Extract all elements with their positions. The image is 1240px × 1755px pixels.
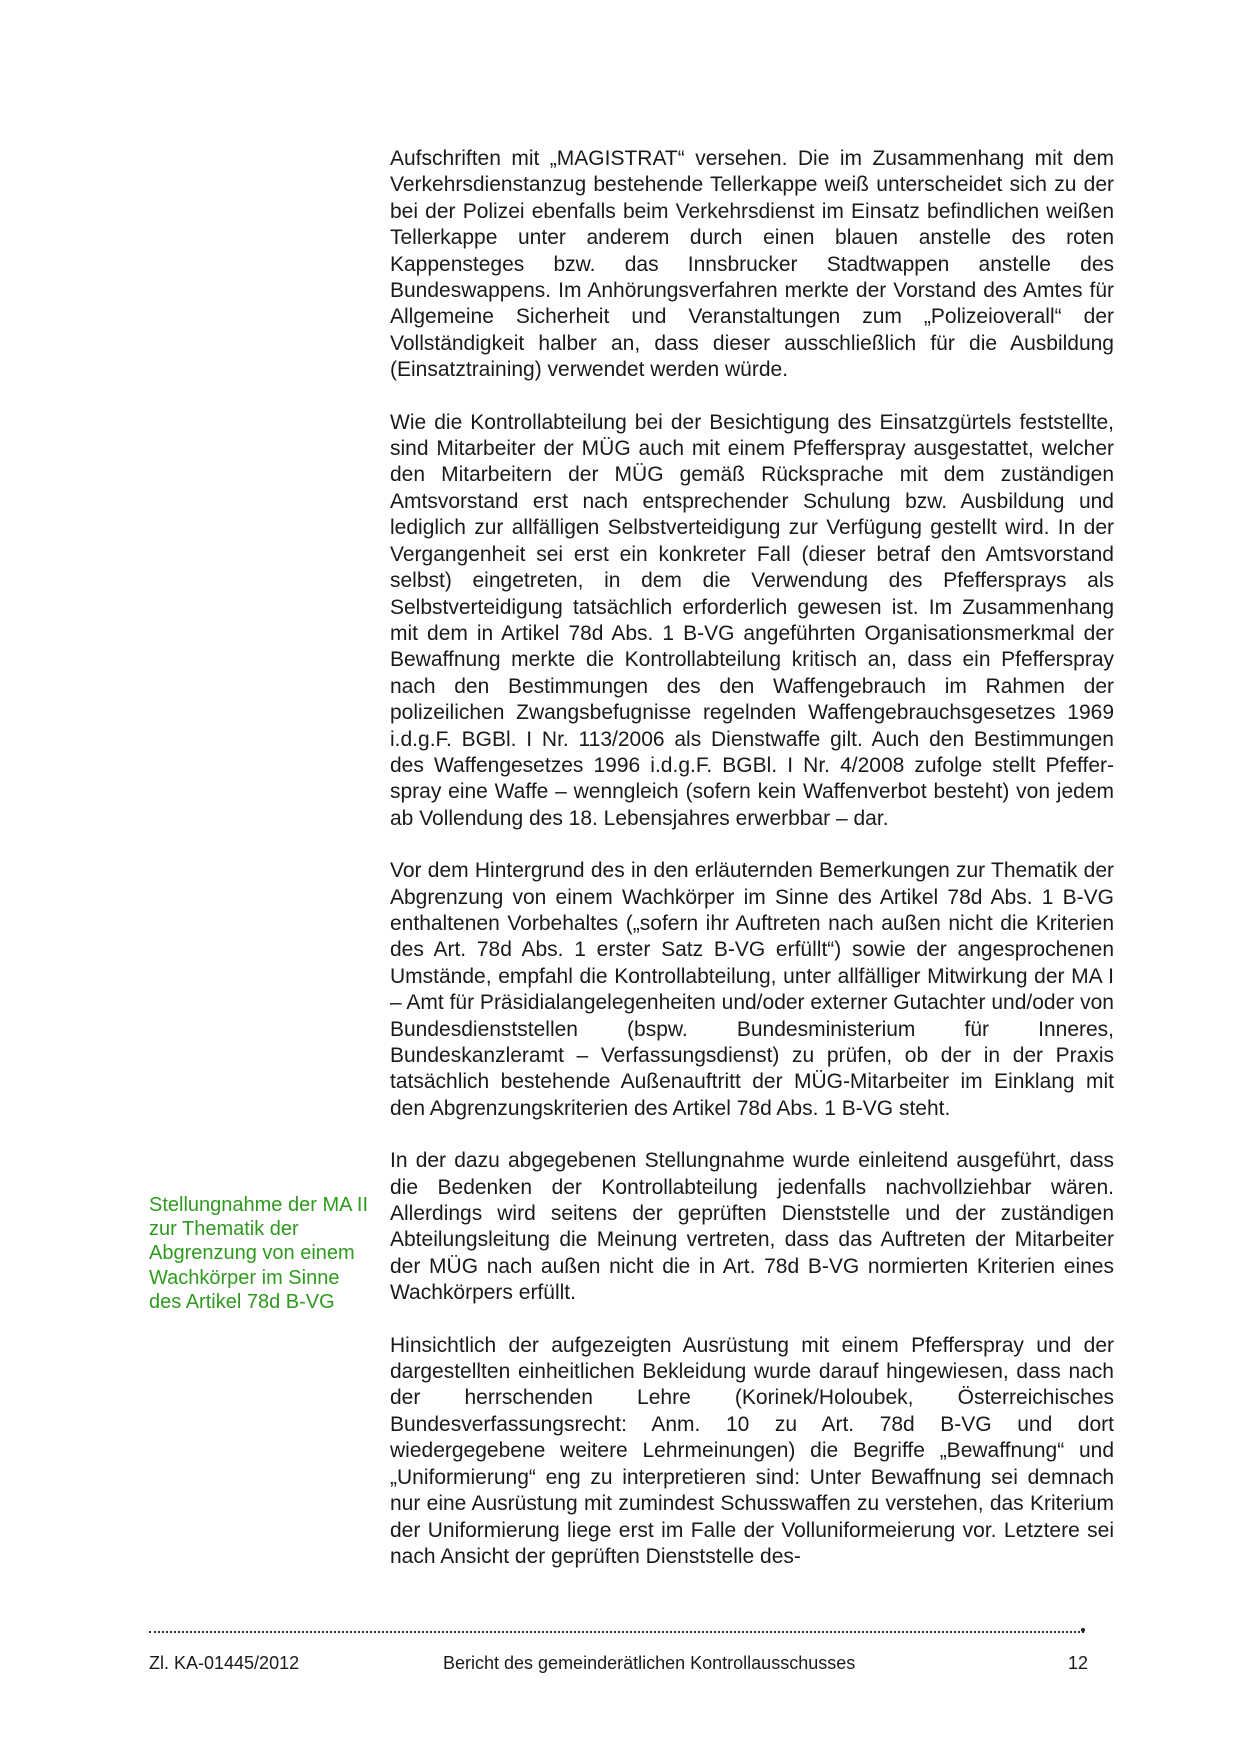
paragraph-uniform-caps: Aufschriften mit „MAGISTRAT“ versehen. Die im Zusammenhang mit dem Verkehrsdienstanzug bestehende Tellerkappe weiß unterscheidet sich zu der bei der Polizei ebenfalls beim Verkehrsdienst im Einsatz befindlichen weißen Tellerkappe unter anderem durch einen blauen anstelle des roten Kappensteges bzw. das Innsbrucker Stadtwappen anstelle des Bundeswappens. Im Anhörungsverfahren merkte der Vorstand des Amtes für Allgemeine Sicherheit und Veranstaltungen zum „Polizeioverall“ der Vollständigkeit halber an, dass dieser ausschließlich für die Ausbildung (Einsatztraining) verwendet werden würde. [390,147,1114,382]
paragraph-statement: In der dazu abgegebenen Stellungnahme wurde einleitend ausgeführt, dass die Bedenken der Kontrollabteilung jedenfalls nachvollziehbar wären. Allerdings wird seitens der geprüften Dienststelle und der zuständigen Abteilungsleitung die Meinung vertreten, dass das Auftreten der Mitarbeiter der MÜG nach außen nicht die in Art. 78d B-VG normierten Kriterien eines Wachkörpers erfüllt. [390,1149,1114,1305]
paragraph-equipment: Hinsichtlich der aufgezeigten Ausrüstung mit einem Pfefferspray und der dargestellten einheitlichen Bekleidung wurde darauf hingewiesen, dass nach der herrschenden Lehre (Korinek/Holoubek, Österreichisches Bundesverfassungsrecht: Anm. 10 zu Art. 78d B-VG und dort wiedergegebene weitere Lehrmeinungen) die Begriffe „Bewaffnung“ und „Uniformierung“ eng zu interpretieren sind: Unter Bewaffnung sei demnach nur eine Ausrüstung mit zumindest Schusswaffen zu verstehen, das Kriterium der Uniformierung liege erst im Falle der Volluniformeierung vor. Letztere sei nach Ansicht der geprüften Dienststelle des- [390,1333,1114,1568]
footer-title: Bericht des gemeinderätlichen Kontrollausschusses [443,1653,856,1673]
footer-reference: Zl. KA-01445/2012 [149,1653,300,1673]
paragraph-recommendation: Vor dem Hintergrund des in den erläuternden Bemerkungen zur Thematik der Abgrenzung von einem Wachkörper im Sinne des Artikel 78d Abs. 1 B-VG enthaltenen Vorbehaltes („sofern ihr Auftreten nach außen nicht die Kriterien des Art. 78d Abs. 1 erster Satz B-VG erfüllt“) sowie der angesprochenen Umstände, empfahl die Kontrollabteilung, unter allfälliger Mitwirkung der MA I – Amt für Präsidialangelegenheiten und/oder externer Gutachter und/oder von Bundesdienststellen (bspw. Bundesministerium für Inneres, Bundeskanzleramt – Verfassungsdienst) zu prüfen, ob der in der Praxis tatsächlich bestehende Außenauftritt der MÜG-Mitarbeiter im Einklang mit den Abgrenzungskriterien des Artikel 78d Abs. 1 B-VG steht. [390,859,1114,1120]
paragraph-pepper-spray: Wie die Kontrollabteilung bei der Besichtigung des Einsatzgürtels feststellte, sind Mitarbeiter der MÜG auch mit einem Pfefferspray ausgestattet, welcher den Mitarbeitern der MÜG gemäß Rücksprache mit dem zuständigen Amtsvorstand erst nach entsprechender Schulung bzw. Ausbildung und lediglich zur allfälligen Selbstverteidigung zur Verfügung gestellt wird. In der Vergangenheit sei erst ein konkreter Fall (dieser betraf den Amtsvorstand selbst) eingetreten, in dem die Verwendung des Pfeffersprays als Selbstverteidigung tatsächlich erforderlich gewesen ist. Im Zusammenhang mit dem in Artikel 78d Abs. 1 B-VG angeführten Organisationsmerkmal der Bewaffnung merkte die Kontrollabteilung kritisch an, dass ein Pfefferspray nach den Bestimmungen des den Waffengebrauch im Rahmen der polizeilichen Zwangsbefugnisse regelnden Waffengebrauchsgesetzes 1969 i.d.g.F. BGBl. I Nr. 113/2006 als Dienstwaffe gilt. Auch den Bestimmungen des Waffengesetzes 1996 i.d.g.F. BGBl. I Nr. 4/2008 zufolge stellt Pfefferspray eine Waffe – wenngleich (sofern kein Waffenverbot besteht) von jedem ab Vollendung des 18. Lebensjahres erwerbbar – dar. [390,410,1114,830]
footer-divider [149,1631,1084,1633]
footer-divider-end [1081,1628,1085,1632]
margin-note-statement: Stellungnahme der MA II zur Thematik der Abgrenzung von einem Wachkörper im Sinne des Artikel 78d B-VG [149,1194,369,1313]
main-text-column [390,146,1114,1596]
page-number: 12 [1068,1653,1089,1673]
